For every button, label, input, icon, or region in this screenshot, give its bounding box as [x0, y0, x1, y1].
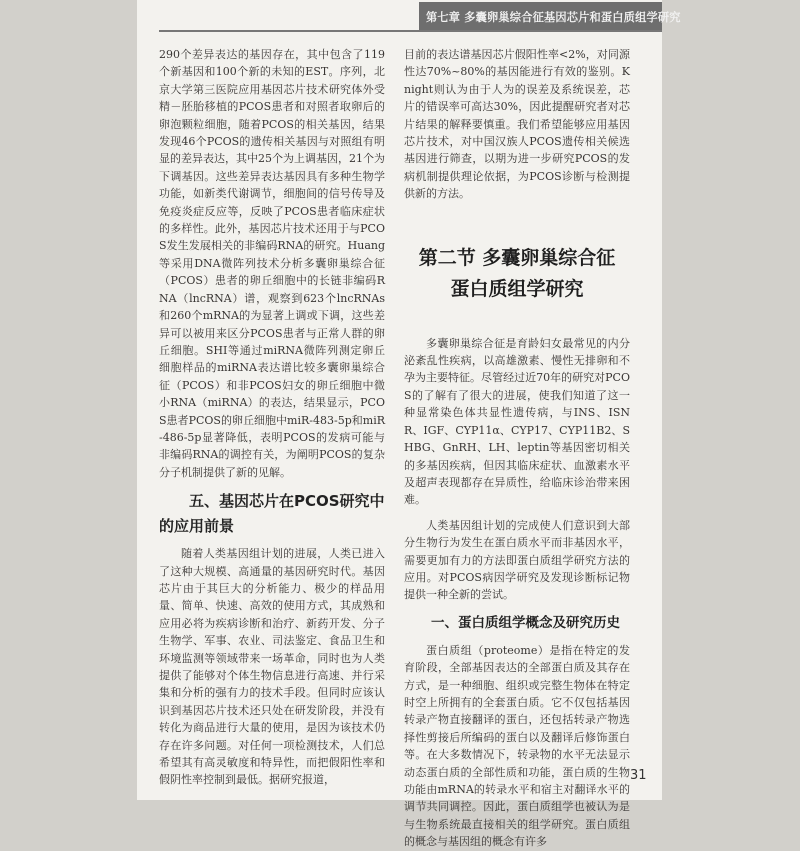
running-header-title: 第七章 多囊卵巢综合征基因芯片和蛋白质组学研究 [426, 10, 681, 24]
right-paragraph-1: 目前的表达谱基因芯片假阳性率<2%，对同源性达70%~80%的基因能进行有效的鉴别。Knight则认为由于人为的误差及系统误差，芯片的错误率可高达30%，因此提醒研究者对芯片结果的解释要慎重。我们希望能够应用基因芯片技术，对中国汉族人PCOS遗传相关候选基因进行筛查，以期为进一步研究PCOS的发病机制提供理论依据，为PCOS诊断与检测提供新的方法。 [404, 48, 630, 201]
right-paragraph-2: 多囊卵巢综合征是育龄妇女最常见的内分泌紊乱性疾病，以高雄激素、慢性无排卵和不孕为主要特征。尽管经过近70年的研究对PCOS的了解有了很大的进展，使我们知道了这一种显常染色体共显性遗传病，与INS、ISNR、IGF、CYP11α、CYP17、CYP11B2、SHBG、GnRH、LH、leptin等基因密切相关的多基因疾病，但因其临床症状、血激素水平及超声表现都存在异质性，给临床诊治带来困难。 [404, 336, 630, 507]
section-title-line-2: 蛋白质组学研究 [450, 277, 584, 300]
right-column [404, 46, 630, 851]
section-title-line-1: 第二节 多囊卵巢综合征 [418, 246, 616, 269]
header-rule [159, 30, 662, 32]
left-paragraph-2: 随着人类基因组计划的进展，人类已进入了这种大规模、高通量的基因研究时代。基因芯片由于其巨大的分析能力、极少的样品用量、简单、快速、高效的使用方式，其成熟和应用必将为疾病诊断和治疗、新药开发、分子生物学、军事、农业、司法鉴定、食品卫生和环境监测等领域带来一场革命，同时也为人类提供了能够对个体生物信息进行高速、并行采集和分析的强有力的技术手段。但同时应该认识到基因芯片技术还只处在研发阶段，并没有转化为商品进行大量的使用，是因为该技术仍存在许多问题。对任何一项检测技术，人们总希望其有高灵敏度和特异性，而把假阳性率和假阴性率控制到最低。据研究报道， [159, 547, 385, 787]
left-column [159, 46, 385, 789]
right-paragraph-3: 人类基因组计划的完成使人们意识到大部分生物行为发生在蛋白质水平而非基因水平，需要更加有力的方法即蛋白质组学研究方法的应用。对PCOS病因学研究及发现诊断标记物提供一种全新的尝试。 [404, 518, 630, 602]
left-paragraph-1: 290个差异表达的基因存在，其中包含了119个新基因和100个新的未知的EST。序列，北京大学第三医院应用基因芯片技术研究体外受精－胚胎移植的PCOS患者和对照者取卵后的卵泡颗粒细胞，随着PCOS的相关基因，结果发现46个PCOS的遗传相关基因与对照组有明显的差异表达，其中25个为上调基因，21个为下调基因。这些差异表达基因具有多种生物学功能，如新类代谢调节，细胞间的信号传导及免疫炎症反应等，反映了PCOS患者临床症状的多样性。此外，基因芯片技术还用于与PCOS发生发展相关的非编码RNA的研究。Huang等采用DNA微阵列技术分析多囊卵巢综合征（PCOS）患者的卵丘细胞中的长链非编码RNA（lncRNA）谱，观察到623个lncRNAs和260个mRNA的为显著上调或下调，这些差异可以被用来区分PCOS患者与正常人群的卵丘细胞。SHI等通过miRNA微阵列测定卵丘细胞样品的miRNA表达谱比较多囊卵巢综合征（PCOS）和非PCOS妇女的卵丘细胞中微小RNA（miRNA）的表达，结果显示，PCOS患者PCOS的卵丘细胞中miR-483-5p和miR-486-5p显著降低，表明PCOS的发病可能与非编码RNA的调控有关，为阐明PCOS的复杂分子机制提供了新的见解。 [159, 48, 385, 479]
page-number: 31 [630, 768, 647, 783]
right-paragraph-4: 蛋白质组（proteome）是指在特定的发育阶段，全部基因表达的全部蛋白质及其存在方式，是一种细胞、组织或完整生物体在特定时空上所拥有的全套蛋白质。它不仅包括基因转录产物直接翻译的蛋白，还包括转录产物选择性剪接后所编码的蛋白以及翻译后修饰蛋白等。在大多数情况下，转录物的水平无法显示动态蛋白质的全部性质和功能，蛋白质的生物功能由mRNA的转录水平和宿主对翻译水平的调节共同调控。因此，蛋白质组学也被认为是与生物系统最直接相关的组学研究。蛋白质组的概念与基因组的概念有许多 [404, 643, 630, 849]
book-page [137, 0, 681, 849]
subsection-heading-5: 五、基因芯片在PCOS研究中的应用前景 [159, 492, 385, 536]
running-header [419, 2, 681, 30]
section-title [404, 243, 630, 305]
subsection-heading-1: 一、蛋白质组学概念及研究历史 [431, 614, 620, 631]
